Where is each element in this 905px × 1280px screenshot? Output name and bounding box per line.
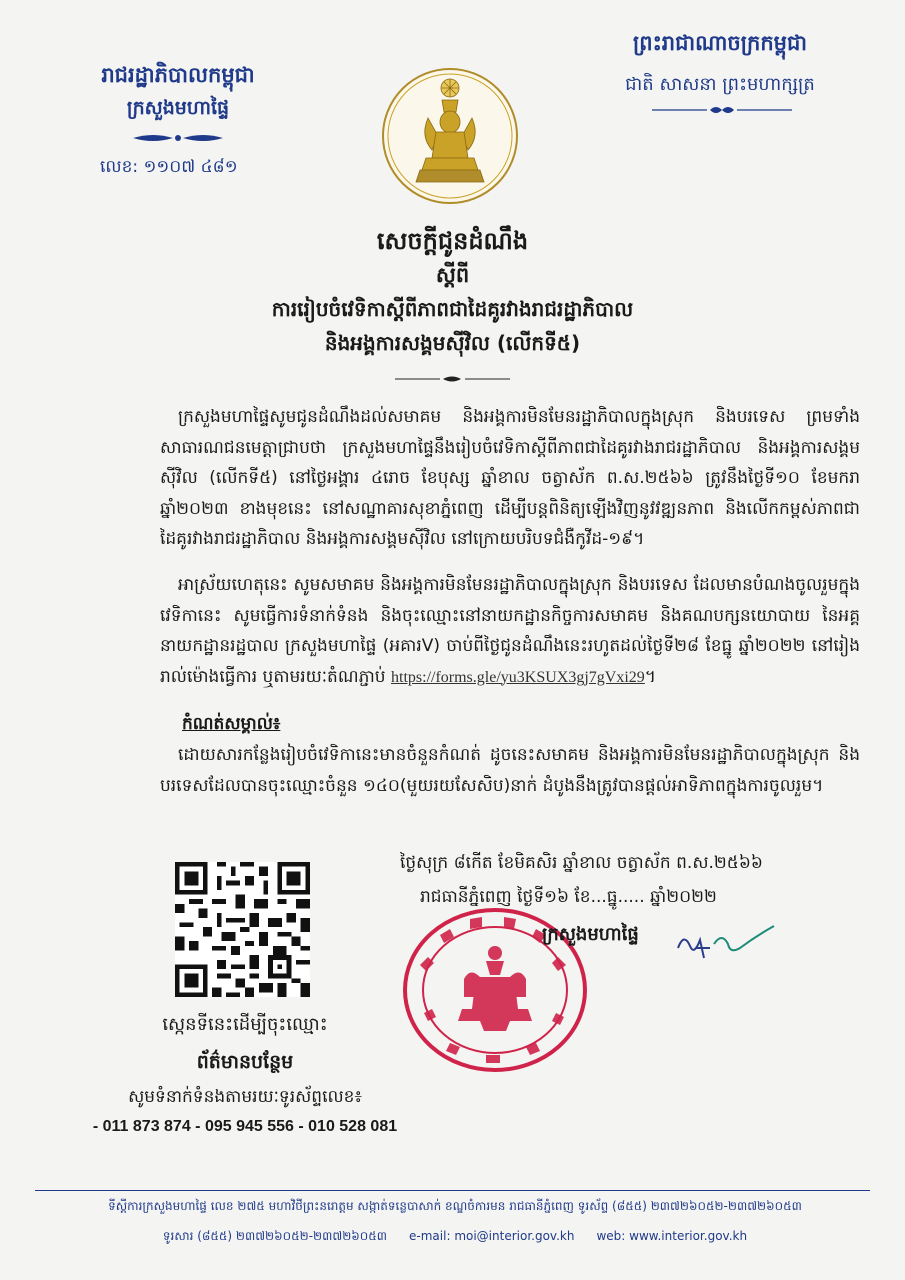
kingdom-title: ព្រះរាជាណាចក្រកម្ពុជា	[632, 31, 807, 55]
footer-divider	[35, 1190, 870, 1191]
reference-number: លេខ: ១១០៧ ៤៨១	[100, 157, 238, 177]
ornament-divider-icon	[128, 132, 228, 144]
lunar-date: ថ្ងៃសុក្រ ៨កើត ខែមិគសិរ ឆ្នាំខាល ចត្វាស័ក ព.ស.២៥៦៦	[400, 853, 763, 873]
body-paragraph-2	[160, 570, 860, 693]
qr-scan-label: ស្កេនទីនេះដើម្បីចុះឈ្មោះ	[162, 1014, 328, 1035]
government-title: រាជរដ្ឋាភិបាលកម្ពុជា	[101, 63, 255, 87]
footer-address: ទីស្តីការក្រសួងមហាផ្ទៃ លេខ ២៧៥ មហាវិថីព្រះនរោត្តម សង្កាត់ទន្លេបាសាក់ ខណ្ឌចំការមន រាជធានីភ្នំពេញ ទូរស័ព្ទ (៨៥៥) ២៣៧២៦០៥២-២៣៧២៦០៥៣	[108, 1199, 802, 1213]
national-motto: ជាតិ សាសនា ព្រះមហាក្សត្រ	[625, 74, 815, 95]
registration-link[interactable]: https://forms.gle/yu3KSUX3gj7gVxi29	[391, 668, 645, 686]
notice-subject-label: ស្តីពី	[435, 263, 470, 287]
title-divider-icon	[395, 374, 510, 384]
registration-qr-code-icon[interactable]	[175, 862, 310, 997]
more-info-heading: ព័ត៌មានបន្ថែម	[196, 1051, 294, 1073]
notice-title: សេចក្តីជូនដំណឹង	[376, 227, 529, 255]
handwritten-signature-icon	[670, 918, 780, 968]
footer-website[interactable]: web: www.interior.gov.kh	[596, 1229, 748, 1243]
contact-label: សូមទំនាក់ទំនងតាមរយៈទូរស័ព្ទលេខ៖	[128, 1087, 362, 1107]
body-paragraph-2-text: អាស្រ័យហេតុនេះ សូមសមាគម និងអង្គការមិនមែនរដ្ឋាភិបាលក្នុងស្រុក និងបរទេស ដែលមានបំណងចូលរួមក្នុងវេទិកានេះ សូមធ្វើការទំនាក់ទំនង និងចុះឈ្មោះនៅនាយកដ្ឋានកិច្ចការសមាគម និងគណបក្សនយោបាយ នៃអគ្គនាយកដ្ឋានរដ្ឋបាល ក្រសួងមហាផ្ទៃ (អគារV) ចាប់ពីថ្ងៃជូនដំណឹងនេះរហូតដល់ថ្ងៃទី២៨ ខែធ្នូ ឆ្នាំ២០២២ នៅរៀងរាល់ម៉ោងធ្វើការ ឬតាមរយៈតំណភ្ជាប់	[160, 575, 860, 687]
notice-subject-line1: ការរៀបចំវេទិកាស្តីពីភាពជាដៃគូរវាងរាជរដ្ឋាភិបាល	[271, 297, 634, 321]
footer-contact-line	[40, 1228, 870, 1246]
ornament-divider-icon	[652, 104, 792, 116]
body-paragraph-1: ក្រសួងមហាផ្ទៃសូមជូនដំណឹងដល់សមាគម និងអង្គការមិនមែនរដ្ឋាភិបាលក្នុងស្រុក និងបរទេស ព្រមទាំងសាធារណជនមេត្តាជ្រាបថា ក្រសួងមហាផ្ទៃនឹងរៀបចំវេទិកាស្តីពីភាពជាដៃគូរវាងរាជរដ្ឋាភិបាល និងអង្គការសង្គមស៊ីវិល (លើកទី៥) នៅថ្ងៃអង្គារ ៤រោច ខែបុស្ស ឆ្នាំខាល ចត្វាស័ក ព.ស.២៥៦៦ ត្រូវនឹងថ្ងៃទី១០ ខែមករា ឆ្នាំ២០២៣ ខាងមុខនេះ នៅសណ្ឋាគារសុខាភ្នំពេញ ដើម្បីបន្តពិនិត្យឡើងវិញនូវវឌ្ឍនភាព និងលើកកម្ពស់ភាពជាដៃគូរវាងរាជរដ្ឋាភិបាល និងអង្គការសង្គមស៊ីវិល នៅក្រោយបរិបទជំងឺកូវីដ-១៩។	[160, 407, 860, 549]
footer-fax: ទូរសារ (៨៥៥) ២៣៧២៦០៥២-២៣៧២៦០៥៣	[162, 1229, 388, 1243]
note-heading: កំណត់សម្គាល់៖	[182, 714, 281, 734]
note-paragraph: ដោយសារកន្លែងរៀបចំវេទិកានេះមានចំនួនកំណត់ ដូចនេះសមាគម និងអង្គការមិនមែនរដ្ឋាភិបាលក្នុងស្រុក និងបរទេសដែលបានចុះឈ្មោះចំនួន ១៤០(មួយរយសែសិប)នាក់ ដំបូងនឹងត្រូវបានផ្តល់អាទិភាពក្នុងការចូលរួម។	[160, 745, 860, 796]
notice-subject-line2: និងអង្គការសង្គមស៊ីវិល (លើកទី៥)	[324, 331, 581, 355]
contact-phone-numbers: - 011 873 874 - 095 945 556 - 010 528 081	[92, 1118, 398, 1135]
footer-email[interactable]: e-mail: moi@interior.gov.kh	[409, 1229, 575, 1243]
solar-date: រាជធានីភ្នំពេញ ថ្ងៃទី១៦ ខែ...ធ្នូ..... ឆ្នាំ២០២២	[420, 887, 717, 907]
signing-ministry: ក្រសួងមហាផ្ទៃ	[542, 924, 639, 945]
link-suffix: ។	[644, 666, 656, 687]
ministry-name: ក្រសួងមហាផ្ទៃ	[126, 97, 230, 119]
royal-emblem-icon	[380, 66, 520, 206]
